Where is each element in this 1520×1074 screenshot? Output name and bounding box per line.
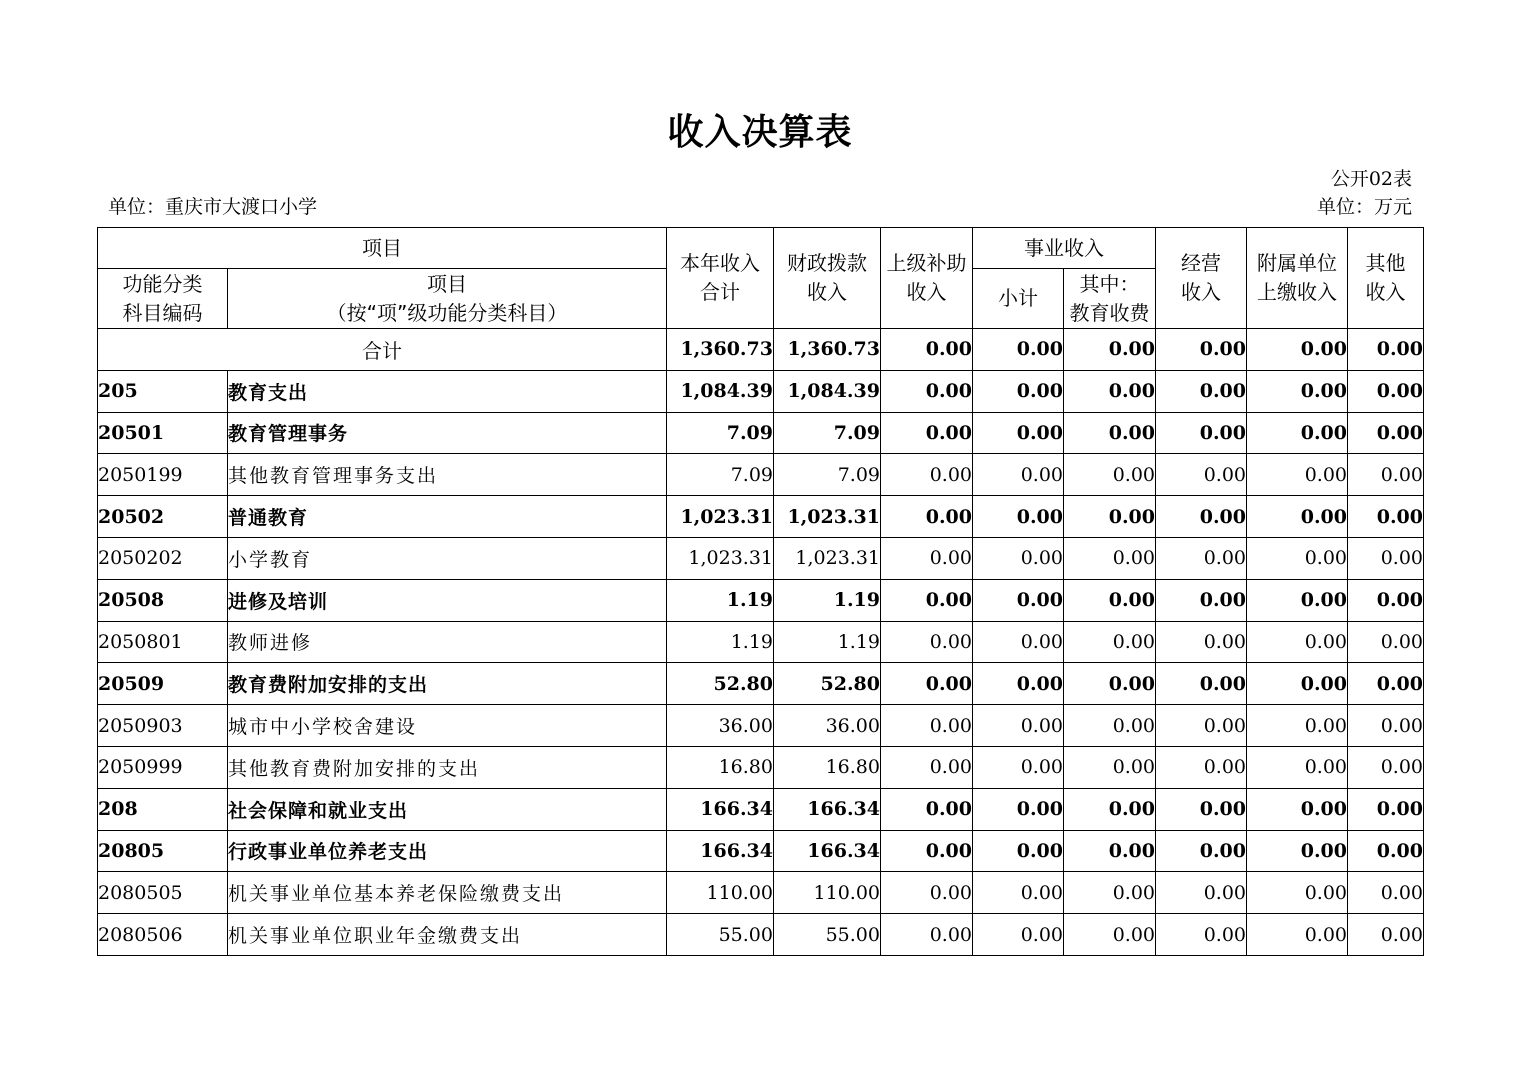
amount-cell: 0.00 (881, 370, 973, 412)
function-code: 20502 (98, 496, 228, 538)
amount-cell: 1,023.31 (774, 496, 881, 538)
amount-cell: 0.00 (1156, 663, 1247, 705)
amount-cell: 0.00 (1348, 579, 1424, 621)
header-function-code: 功能分类 科目编码 (98, 269, 228, 329)
item-name: 其他教育管理事务支出 (228, 454, 667, 496)
amount-cell: 0.00 (1156, 872, 1247, 914)
table-row (98, 412, 1424, 454)
amount-cell: 0.00 (1064, 412, 1156, 454)
amount-cell: 1,023.31 (667, 537, 774, 579)
amount-cell: 0.00 (1247, 537, 1348, 579)
amount-cell: 0.00 (973, 496, 1064, 538)
amount-cell: 0.00 (973, 370, 1064, 412)
amount-cell: 1,084.39 (774, 370, 881, 412)
total-value: 0.00 (1064, 329, 1156, 371)
item-name: 普通教育 (228, 496, 667, 538)
amount-cell: 0.00 (1247, 496, 1348, 538)
amount-cell: 0.00 (1156, 496, 1247, 538)
total-value: 0.00 (973, 329, 1064, 371)
total-value: 0.00 (1348, 329, 1424, 371)
function-code: 205 (98, 370, 228, 412)
amount-cell: 0.00 (1064, 579, 1156, 621)
header-affiliated-income: 附属单位 上缴收入 (1247, 228, 1348, 329)
amount-cell: 0.00 (881, 746, 973, 788)
amount-cell: 0.00 (881, 788, 973, 830)
income-statement-table (97, 227, 1424, 956)
table-body (98, 329, 1424, 956)
amount-cell: 0.00 (1064, 496, 1156, 538)
amount-cell: 0.00 (1348, 788, 1424, 830)
item-name: 教师进修 (228, 621, 667, 663)
function-code: 2050999 (98, 746, 228, 788)
amount-cell: 0.00 (1156, 621, 1247, 663)
table-row (98, 454, 1424, 496)
amount-cell: 0.00 (1348, 872, 1424, 914)
table-row (98, 663, 1424, 705)
amount-cell: 0.00 (1247, 746, 1348, 788)
amount-cell: 0.00 (973, 537, 1064, 579)
amount-cell: 0.00 (1247, 705, 1348, 747)
amount-cell: 0.00 (973, 746, 1064, 788)
amount-cell: 0.00 (1156, 579, 1247, 621)
form-number: 公开02表 (1330, 168, 1412, 190)
amount-cell: 0.00 (1156, 454, 1247, 496)
amount-cell: 0.00 (1156, 412, 1247, 454)
amount-cell: 0.00 (973, 663, 1064, 705)
amount-cell: 0.00 (1247, 621, 1348, 663)
amount-cell: 0.00 (1156, 537, 1247, 579)
item-name: 社会保障和就业支出 (228, 788, 667, 830)
header-fiscal-income: 财政拨款 收入 (774, 228, 881, 329)
amount-cell: 110.00 (774, 872, 881, 914)
amount-cell: 7.09 (774, 412, 881, 454)
table-row (98, 537, 1424, 579)
amount-cell: 1.19 (774, 621, 881, 663)
amount-cell: 0.00 (881, 663, 973, 705)
item-name: 教育支出 (228, 370, 667, 412)
amount-cell: 0.00 (973, 872, 1064, 914)
amount-cell: 0.00 (1064, 705, 1156, 747)
amount-cell: 0.00 (1064, 621, 1156, 663)
amount-cell: 52.80 (667, 663, 774, 705)
amount-cell: 0.00 (973, 830, 1064, 872)
amount-cell: 1,084.39 (667, 370, 774, 412)
amount-cell: 0.00 (973, 788, 1064, 830)
function-code: 2080506 (98, 914, 228, 956)
amount-cell: 0.00 (973, 705, 1064, 747)
function-code: 2050202 (98, 537, 228, 579)
amount-cell: 0.00 (881, 412, 973, 454)
table-row (98, 705, 1424, 747)
amount-cell: 0.00 (881, 872, 973, 914)
item-name: 进修及培训 (228, 579, 667, 621)
amount-cell: 16.80 (774, 746, 881, 788)
header-education-fee: 其中： 教育收费 (1064, 269, 1156, 329)
amount-cell: 0.00 (1064, 537, 1156, 579)
item-name: 其他教育费附加安排的支出 (228, 746, 667, 788)
function-code: 20805 (98, 830, 228, 872)
header-other-income: 其他 收入 (1348, 228, 1424, 329)
item-name: 机关事业单位基本养老保险缴费支出 (228, 872, 667, 914)
header-item-name: 项目 （按“项”级功能分类科目） (228, 269, 667, 329)
amount-cell: 166.34 (667, 830, 774, 872)
amount-cell: 166.34 (667, 788, 774, 830)
amount-cell: 166.34 (774, 830, 881, 872)
amount-cell: 0.00 (881, 537, 973, 579)
amount-cell: 36.00 (774, 705, 881, 747)
amount-cell: 0.00 (973, 454, 1064, 496)
amount-cell: 0.00 (881, 621, 973, 663)
amount-cell: 55.00 (667, 914, 774, 956)
item-name: 教育费附加安排的支出 (228, 663, 667, 705)
amount-cell: 7.09 (667, 412, 774, 454)
table-row (98, 621, 1424, 663)
amount-cell: 0.00 (1247, 579, 1348, 621)
amount-cell: 0.00 (1247, 663, 1348, 705)
amount-cell: 1.19 (667, 579, 774, 621)
total-value: 0.00 (1156, 329, 1247, 371)
table-row (98, 872, 1424, 914)
amount-cell: 0.00 (881, 914, 973, 956)
item-name: 行政事业单位养老支出 (228, 830, 667, 872)
amount-cell: 0.00 (1156, 746, 1247, 788)
function-code: 20501 (98, 412, 228, 454)
unit-currency: 单位：万元 (1316, 196, 1412, 218)
amount-cell: 0.00 (1348, 454, 1424, 496)
table-row (98, 830, 1424, 872)
total-value: 1,360.73 (774, 329, 881, 371)
amount-cell: 0.00 (1348, 746, 1424, 788)
amount-cell: 1.19 (774, 579, 881, 621)
header-career-subtotal: 小计 (973, 269, 1064, 329)
header-superior-subsidy: 上级补助 收入 (881, 228, 973, 329)
amount-cell: 0.00 (1064, 830, 1156, 872)
function-code: 208 (98, 788, 228, 830)
amount-cell: 0.00 (1247, 830, 1348, 872)
amount-cell: 0.00 (1156, 370, 1247, 412)
amount-cell: 0.00 (881, 454, 973, 496)
amount-cell: 0.00 (1247, 412, 1348, 454)
amount-cell: 0.00 (1348, 412, 1424, 454)
amount-cell: 0.00 (1348, 914, 1424, 956)
table-row (98, 370, 1424, 412)
amount-cell: 0.00 (1247, 788, 1348, 830)
amount-cell: 0.00 (1348, 496, 1424, 538)
table-row (98, 788, 1424, 830)
item-name: 城市中小学校舍建设 (228, 705, 667, 747)
amount-cell: 0.00 (881, 830, 973, 872)
amount-cell: 0.00 (1348, 537, 1424, 579)
header-career-income: 事业收入 (973, 228, 1156, 269)
table-row (98, 496, 1424, 538)
total-label: 合计 (98, 329, 667, 371)
amount-cell: 166.34 (774, 788, 881, 830)
unit-organization: 单位：重庆市大渡口小学 (108, 196, 318, 218)
function-code: 2050199 (98, 454, 228, 496)
table-row (98, 579, 1424, 621)
amount-cell: 1,023.31 (667, 496, 774, 538)
amount-cell: 0.00 (881, 705, 973, 747)
amount-cell: 0.00 (1348, 830, 1424, 872)
amount-cell: 0.00 (1064, 914, 1156, 956)
amount-cell: 0.00 (973, 621, 1064, 663)
function-code: 20508 (98, 579, 228, 621)
header-item: 项目 (98, 228, 667, 269)
amount-cell: 0.00 (1156, 914, 1247, 956)
amount-cell: 0.00 (1247, 872, 1348, 914)
amount-cell: 0.00 (1064, 454, 1156, 496)
amount-cell: 110.00 (667, 872, 774, 914)
amount-cell: 0.00 (1348, 705, 1424, 747)
table-row (98, 746, 1424, 788)
amount-cell: 0.00 (1064, 370, 1156, 412)
amount-cell: 16.80 (667, 746, 774, 788)
header-total-income: 本年收入 合计 (667, 228, 774, 329)
amount-cell: 0.00 (973, 914, 1064, 956)
item-name: 教育管理事务 (228, 412, 667, 454)
function-code: 20509 (98, 663, 228, 705)
amount-cell: 7.09 (667, 454, 774, 496)
amount-cell: 0.00 (1064, 872, 1156, 914)
total-value: 1,360.73 (667, 329, 774, 371)
amount-cell: 0.00 (1348, 621, 1424, 663)
amount-cell: 0.00 (1247, 370, 1348, 412)
function-code: 2050801 (98, 621, 228, 663)
function-code: 2050903 (98, 705, 228, 747)
header-operating-income: 经营 收入 (1156, 228, 1247, 329)
item-name: 小学教育 (228, 537, 667, 579)
amount-cell: 0.00 (1156, 830, 1247, 872)
function-code: 2080505 (98, 872, 228, 914)
table-row (98, 914, 1424, 956)
amount-cell: 0.00 (1064, 663, 1156, 705)
amount-cell: 0.00 (1247, 454, 1348, 496)
amount-cell: 0.00 (973, 579, 1064, 621)
amount-cell: 55.00 (774, 914, 881, 956)
amount-cell: 0.00 (1156, 788, 1247, 830)
amount-cell: 1,023.31 (774, 537, 881, 579)
total-value: 0.00 (881, 329, 973, 371)
amount-cell: 7.09 (774, 454, 881, 496)
amount-cell: 0.00 (881, 496, 973, 538)
amount-cell: 1.19 (667, 621, 774, 663)
amount-cell: 0.00 (881, 579, 973, 621)
amount-cell: 0.00 (1247, 914, 1348, 956)
total-row (98, 329, 1424, 371)
amount-cell: 0.00 (1064, 788, 1156, 830)
amount-cell: 0.00 (1348, 663, 1424, 705)
total-value: 0.00 (1247, 329, 1348, 371)
item-name: 机关事业单位职业年金缴费支出 (228, 914, 667, 956)
amount-cell: 0.00 (1156, 705, 1247, 747)
amount-cell: 0.00 (1348, 370, 1424, 412)
page-title: 收入决算表 (667, 112, 853, 153)
amount-cell: 0.00 (973, 412, 1064, 454)
amount-cell: 52.80 (774, 663, 881, 705)
amount-cell: 0.00 (1064, 746, 1156, 788)
amount-cell: 36.00 (667, 705, 774, 747)
